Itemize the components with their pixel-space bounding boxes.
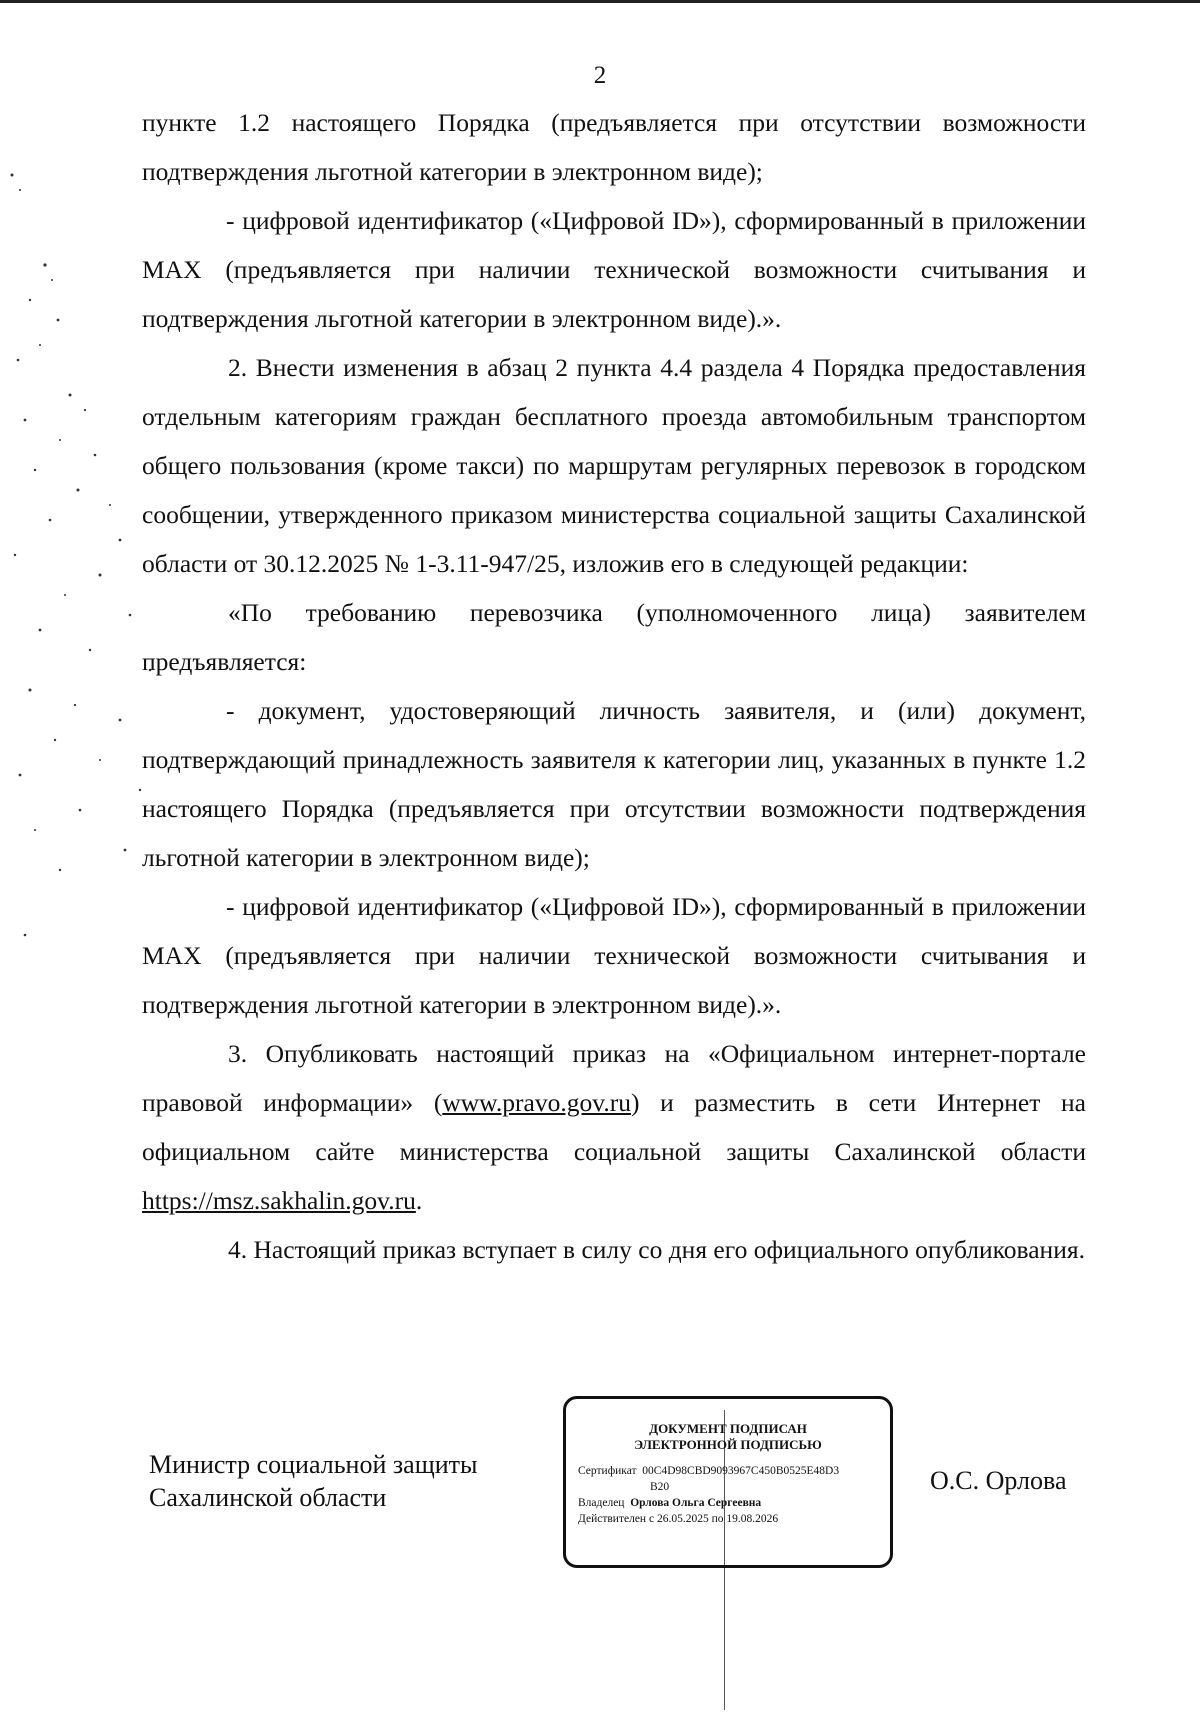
stamp-owner-label: Владелец — [578, 1497, 625, 1509]
stamp-validity-text: Действителен с 26.05.2025 по 19.08.2026 — [578, 1513, 779, 1525]
stamp-certificate — [566, 1463, 890, 1479]
stamp-certificate-value-cont: B20 — [650, 1481, 670, 1493]
stamp-title — [566, 1421, 890, 1453]
pravo-gov-link[interactable]: www.pravo.gov.ru — [442, 1088, 631, 1117]
signer-title — [149, 1448, 477, 1514]
stamp-validity — [566, 1511, 890, 1527]
paragraph-quote-intro: «По требованию перевозчика (уполномоченного лица) заявителем предъявляется: — [142, 598, 1086, 676]
paragraph-digital-id-item-2: - цифровой идентификатор («Цифровой ID»), сформированный в приложении МАХ (предъявляется при наличии технической возможности считывания и подтверждения льготной категории в электронном виде).». — [142, 892, 1086, 1019]
stamp-owner-value: Орлова Ольга Сергеевна — [630, 1497, 762, 1509]
signer-title-line-2: Сахалинской области — [149, 1483, 387, 1512]
stamp-title-line-2: ЭЛЕКТРОННОЙ ПОДПИСЬЮ — [634, 1437, 822, 1452]
paragraph-item-3-text-c: . — [415, 1186, 423, 1215]
document-body — [142, 98, 1086, 1274]
msz-sakhalin-link[interactable]: https://msz.sakhalin.gov.ru — [142, 1186, 416, 1215]
page-number: 2 — [593, 62, 607, 89]
stamp-certificate-cont — [566, 1479, 890, 1495]
paragraph-item-2: 2. Внести изменения в абзац 2 пункта 4.4 раздела 4 Порядка предоставления отдельным категориям граждан бесплатного проезда автомобильным транспортом общего пользования (кроме такси) по маршрутам регулярных перевозок в городском сообщении, утвержденного приказом министерства социальной защиты Сахалинской области от 30.12.2025 № 1-3.11-947/25, изложив его в следующей редакции: — [142, 353, 1086, 578]
stamp-certificate-value: 00C4D98CBD9093967C450B0525E48D3 — [642, 1465, 840, 1477]
paragraph-identity-document-item: - документ, удостоверяющий личность заявителя, и (или) документ, подтверждающий принадлежность заявителя к категории лиц, указанных в пункте 1.2 настоящего Порядка (предъявляется при отсутствии возможности подтверждения льготной категории в электронном виде); — [142, 696, 1086, 872]
electronic-signature-stamp — [563, 1396, 893, 1568]
signer-title-line-1: Министр социальной защиты — [149, 1450, 478, 1479]
paragraph-digital-id-item: - цифровой идентификатор («Цифровой ID»), сформированный в приложении МАХ (предъявляется при наличии технической возможности считывания и подтверждения льготной категории в электронном виде).». — [142, 206, 1086, 333]
paragraph-item-3 — [142, 1029, 1086, 1225]
paragraph-item-3-text-a: 3. Опубликовать настоящий приказ на «Официальном интернет-портале правовой информации» ( — [142, 1039, 1086, 1117]
stamp-certificate-label: Сертификат — [578, 1465, 637, 1477]
paragraph-item-3-text-b: ) и разместить в сети Интернет на официальном сайте министерства социальной защиты Сахалинской области — [142, 1088, 1086, 1166]
signer-name: О.С. Орлова — [930, 1466, 1067, 1495]
paragraph-item-4: 4. Настоящий приказ вступает в силу со дня его официального опубликования. — [228, 1235, 1085, 1264]
paragraph-continuation: пункте 1.2 настоящего Порядка (предъявляется при отсутствии возможности подтверждения льготной категории в электронном виде); — [142, 108, 1086, 186]
stamp-owner — [566, 1495, 890, 1511]
stamp-title-line-1: ДОКУМЕНТ ПОДПИСАН — [649, 1421, 807, 1436]
